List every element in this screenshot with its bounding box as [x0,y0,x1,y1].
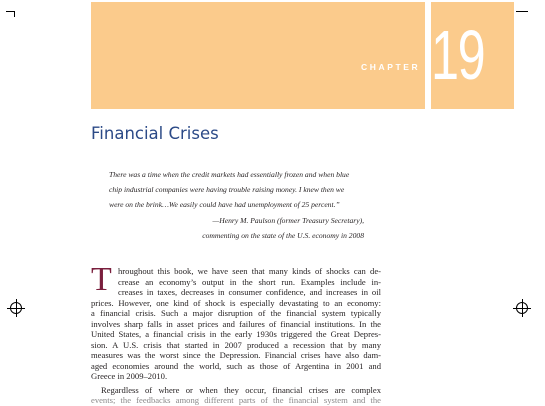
paragraph-line: Regardless of where or when they occur, financial crises are complex [101,384,381,395]
epigraph-line: chip industrial companies were having trouble raising money. I knew then we [109,185,345,195]
paragraph-line: creases in taxes, decreases in consumer confidence, and increases in oil [118,287,381,297]
chapter-title: Financial Crises [91,124,219,143]
paragraph-line: hroughout this book, we have seen that many kinds of shocks can de- [118,266,381,276]
paragraph-line: sion. A U.S. crisis that started in 2007 produced a recession that by many [91,339,381,350]
epigraph-attribution-context: commenting on the state of the U.S. economy in 2008 [202,230,364,240]
epigraph-line: were on the brink…We easily could have had unemployment of 25 percent.” [109,200,340,210]
crop-mark-top-left [14,11,15,17]
crop-mark-top-left-h [6,11,14,12]
paragraph-line: involves sharp falls in asset prices and failures of financial institutions. In the [91,318,381,329]
epigraph [109,167,364,243]
epigraph-line: There was a time when the credit markets had essentially frozen and when blue [109,170,350,179]
paragraph-line: a financial crisis. Such a major disruption of the financial system typically [91,308,381,318]
chapter-number: 19 [431,16,485,94]
drop-cap: T [91,261,112,298]
paragraph-line: prices. However, one kind of shock is especially devastating to an economy: [91,297,381,308]
paragraph-line: Greece in 2009–2010. [91,371,168,381]
crop-mark-top-right [516,11,528,12]
paragraph-line: aged economies around the world, such as those of Argentina in 2001 and [91,360,381,371]
paragraph-line: crease an economy’s output in the short run. Examples include in- [118,276,381,287]
body-text [91,266,381,406]
registration-mark-right [516,302,528,314]
registration-mark-left [10,302,22,314]
paragraph-line: United States, a financial crisis in the early 1930s triggered the Great Depres- [91,329,381,339]
paragraph-line: measures was the worst since the Depression. Financial crises have also dam- [91,350,381,360]
epigraph-attribution: —Henry M. Paulson (former Treasury Secretary), [212,215,364,225]
paragraph-line: events; the feedbacks among different parts of the financial system and the [91,395,381,405]
chapter-label: CHAPTER [361,62,421,72]
